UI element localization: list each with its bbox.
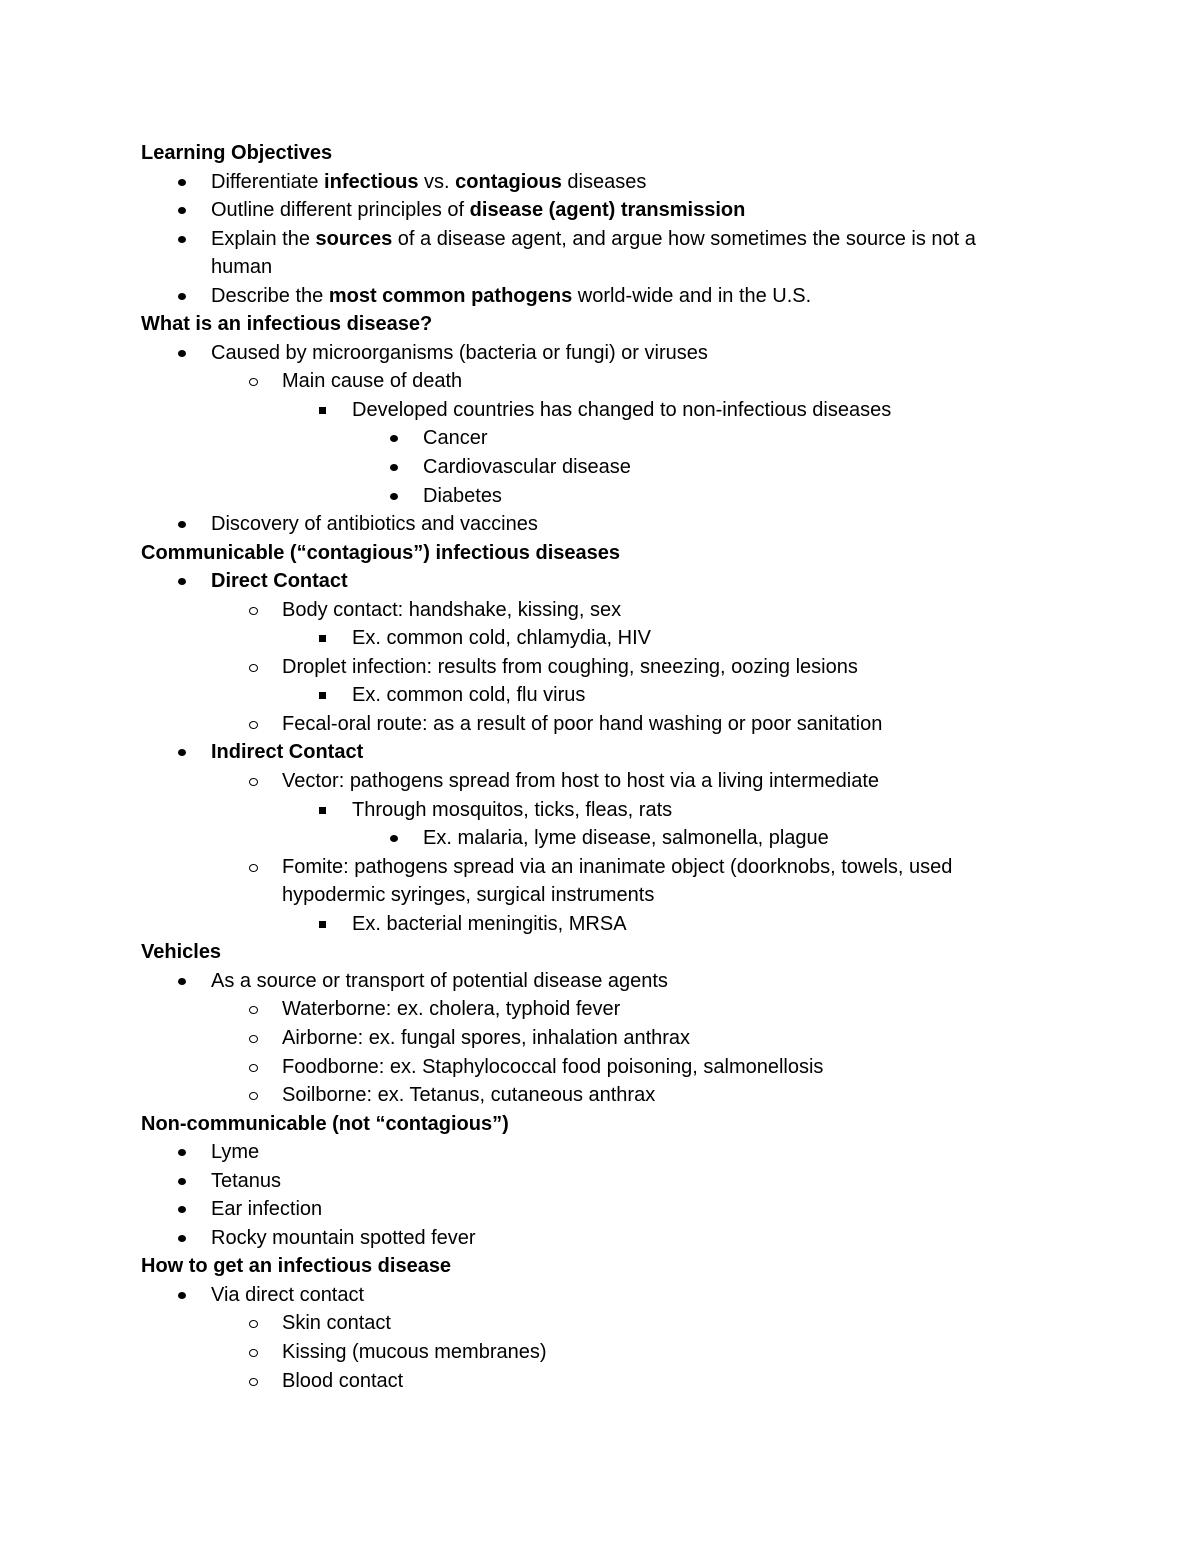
section-heading-communicable: Communicable (“contagious”) infectious diseases <box>141 541 620 564</box>
bullet-circle-icon <box>249 596 259 625</box>
list-item <box>0 567 1200 596</box>
list-item <box>0 1195 1200 1224</box>
bullet-circle-icon <box>249 653 259 682</box>
bullet-disc-icon <box>390 453 400 482</box>
list-item <box>0 596 1200 625</box>
list-item-text: Ex. common cold, flu virus <box>352 684 586 707</box>
list-item <box>0 767 1200 796</box>
list-item <box>0 624 1200 653</box>
bullet-disc-icon <box>178 196 188 225</box>
list-item-text: Describe the most common pathogens world-wide and in the U.S. <box>211 284 812 307</box>
list-item <box>0 225 1200 254</box>
list-item <box>0 1024 1200 1053</box>
list-item-text: Foodborne: ex. Staphylococcal food poisoning, salmonellosis <box>282 1055 824 1078</box>
bullet-disc-icon <box>178 1224 188 1253</box>
list-item <box>0 995 1200 1024</box>
list-item <box>0 424 1200 453</box>
section-heading-vehicles: Vehicles <box>141 941 222 964</box>
list-item-continuation <box>0 253 1200 282</box>
list-item <box>0 196 1200 225</box>
bullet-square-icon <box>319 910 329 939</box>
bullet-disc-icon <box>178 510 188 539</box>
list-item-text: Explain the sources of a disease agent, and argue how sometimes the source is not a <box>211 227 976 250</box>
list-item-text: Discovery of antibiotics and vaccines <box>211 513 538 536</box>
list-item <box>0 1281 1200 1310</box>
bullet-disc-icon <box>178 339 188 368</box>
section-heading-learning-objectives: Learning Objectives <box>141 142 333 164</box>
list-item <box>0 482 1200 511</box>
list-item <box>0 738 1200 767</box>
bullet-square-icon <box>319 681 329 710</box>
bullet-disc-icon <box>390 424 400 453</box>
list-item-text: Ear infection <box>211 1198 323 1221</box>
list-item-text: Tetanus <box>211 1169 282 1192</box>
list-item-text: Airborne: ex. fungal spores, inhalation anthrax <box>282 1026 691 1049</box>
list-item <box>0 1167 1200 1196</box>
list-item-continuation <box>0 881 1200 910</box>
list-item-text: Via direct contact <box>211 1283 365 1306</box>
bullet-disc-icon <box>178 738 188 767</box>
list-item-text: Caused by microorganisms (bacteria or fungi) or viruses <box>211 341 708 364</box>
list-item-text: Indirect Contact <box>211 741 364 764</box>
bullet-square-icon <box>319 396 329 425</box>
list-item-text: Lyme <box>211 1141 260 1164</box>
bullet-square-icon <box>319 796 329 825</box>
list-item-text: Vector: pathogens spread from host to host via a living intermediate <box>282 770 880 793</box>
bullet-circle-icon <box>249 1309 259 1338</box>
list-item <box>0 1338 1200 1367</box>
list-item <box>0 1138 1200 1167</box>
list-item <box>0 1081 1200 1110</box>
bullet-disc-icon <box>178 1138 188 1167</box>
list-item-text: Ex. common cold, chlamydia, HIV <box>352 627 651 650</box>
list-item-text: Body contact: handshake, kissing, sex <box>282 598 622 621</box>
bullet-circle-icon <box>249 853 259 882</box>
list-item <box>0 367 1200 396</box>
list-item-text: Main cause of death <box>282 370 463 393</box>
list-item <box>0 453 1200 482</box>
list-item <box>0 1309 1200 1338</box>
bullet-circle-icon <box>249 767 259 796</box>
list-item-text: Kissing (mucous membranes) <box>282 1340 547 1363</box>
bullet-circle-icon <box>249 1024 259 1053</box>
list-item-text: Fomite: pathogens spread via an inanimate object (doorknobs, towels, used <box>282 855 953 878</box>
section-heading-non-communicable: Non-communicable (not “contagious”) <box>141 1112 509 1135</box>
list-item-text: Soilborne: ex. Tetanus, cutaneous anthrax <box>282 1084 656 1107</box>
bullet-disc-icon <box>178 225 188 254</box>
list-item <box>0 910 1200 939</box>
bullet-circle-icon <box>249 1081 259 1110</box>
bullet-circle-icon <box>249 710 259 739</box>
list-item <box>0 168 1200 197</box>
list-item <box>0 681 1200 710</box>
bullet-circle-icon <box>249 1053 259 1082</box>
bullet-disc-icon <box>178 567 188 596</box>
list-item-text: Developed countries has changed to non-infectious diseases <box>352 398 892 421</box>
list-item-text: Ex. bacterial meningitis, MRSA <box>352 912 627 935</box>
list-item-text: Outline different principles of disease (agent) transmission <box>211 199 746 222</box>
bullet-disc-icon <box>178 1195 188 1224</box>
bullet-disc-icon <box>178 282 188 311</box>
bullet-square-icon <box>319 624 329 653</box>
list-item <box>0 396 1200 425</box>
list-item <box>0 710 1200 739</box>
list-item-text: Droplet infection: results from coughing, sneezing, oozing lesions <box>282 655 858 678</box>
bullet-disc-icon <box>390 824 400 853</box>
list-item <box>0 653 1200 682</box>
bullet-disc-icon <box>178 168 188 197</box>
list-item-text: Rocky mountain spotted fever <box>211 1226 476 1249</box>
list-item-text: Blood contact <box>282 1369 404 1392</box>
list-item-text: Cardiovascular disease <box>423 456 631 479</box>
list-item <box>0 282 1200 311</box>
list-item <box>0 796 1200 825</box>
bullet-circle-icon <box>249 995 259 1024</box>
list-item-text: Differentiate infectious vs. contagious diseases <box>211 170 647 193</box>
list-item-text: Ex. malaria, lyme disease, salmonella, plague <box>423 827 829 850</box>
list-item-text: Cancer <box>423 427 488 450</box>
section-heading-what-is-infectious-disease: What is an infectious disease? <box>141 313 433 336</box>
bullet-circle-icon <box>249 367 259 396</box>
list-item-text: Waterborne: ex. cholera, typhoid fever <box>282 998 621 1021</box>
list-item <box>0 510 1200 539</box>
list-item <box>0 1224 1200 1253</box>
list-item <box>0 853 1200 882</box>
list-item <box>0 339 1200 368</box>
list-item <box>0 967 1200 996</box>
list-item-text: Fecal-oral route: as a result of poor hand washing or poor sanitation <box>282 712 883 735</box>
list-item-text: Direct Contact <box>211 570 348 593</box>
list-item <box>0 1367 1200 1396</box>
list-item-text: hypodermic syringes, surgical instruments <box>282 884 655 907</box>
list-item-text: Through mosquitos, ticks, fleas, rats <box>352 798 673 821</box>
bullet-disc-icon <box>178 1281 188 1310</box>
list-item-text: Diabetes <box>423 484 502 507</box>
section-heading-how-to-get: How to get an infectious disease <box>141 1255 452 1278</box>
bullet-disc-icon <box>390 482 400 511</box>
bullet-circle-icon <box>249 1367 259 1396</box>
list-item-text: Skin contact <box>282 1312 391 1335</box>
document-body <box>0 139 1200 1395</box>
list-item <box>0 824 1200 853</box>
bullet-disc-icon <box>178 1167 188 1196</box>
list-item-text: As a source or transport of potential disease agents <box>211 969 668 992</box>
list-item-text: human <box>211 256 273 279</box>
bullet-circle-icon <box>249 1338 259 1367</box>
list-item <box>0 1053 1200 1082</box>
bullet-disc-icon <box>178 967 188 996</box>
